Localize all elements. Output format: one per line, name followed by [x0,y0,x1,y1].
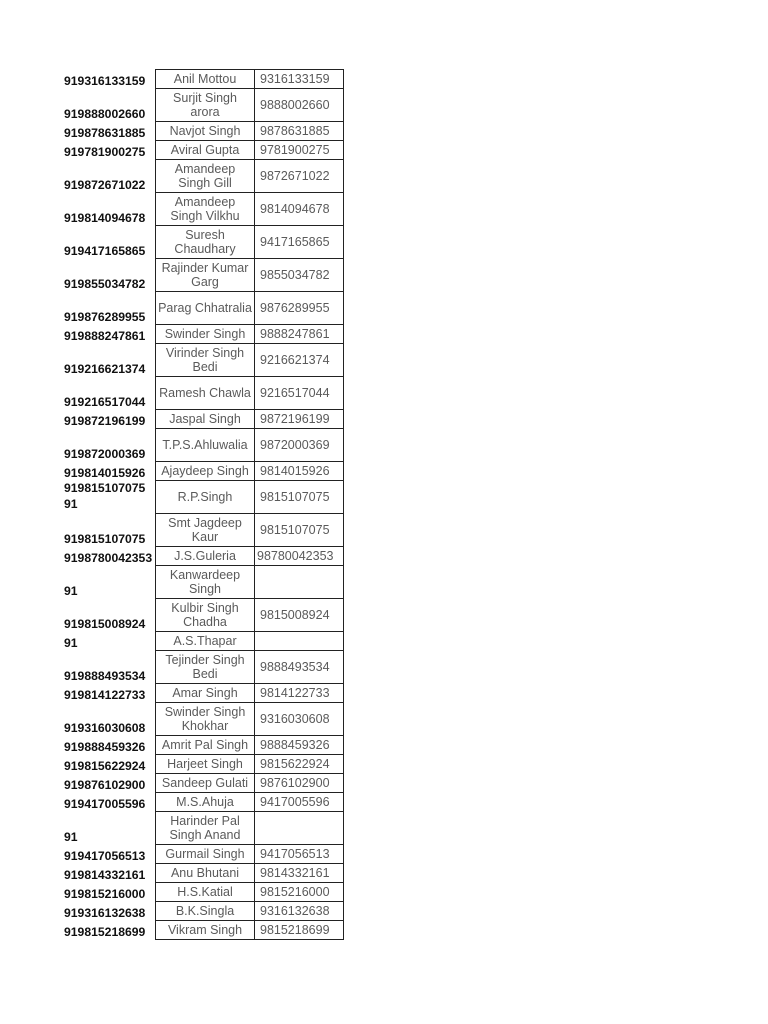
code-text: 919872000369 [64,446,146,461]
phone-text: 9855034782 [260,268,330,282]
name-text: J.S.Guleria [174,549,236,563]
name-text: Rajinder Kumar [161,261,249,275]
name-text: Singh Gill [178,176,232,190]
table-row [64,921,344,940]
code-text: 919814094678 [64,210,146,225]
name-cell [156,70,255,89]
code-text: 919888002660 [64,106,146,121]
code-cell [64,684,156,703]
name-text: Kanwardeep [169,568,241,582]
table-row [64,259,344,292]
phone-cell [255,883,344,902]
phone-cell [255,774,344,793]
table-row [64,774,344,793]
code-text: 919815218699 [64,924,146,939]
name-text: Parag Chhatralia [158,301,252,315]
name-cell [156,864,255,883]
phone-cell [255,89,344,122]
phone-text: 9216517044 [260,386,330,400]
code-text: 919888247861 [64,328,146,343]
phone-text: 9872671022 [260,169,330,183]
name-cell [156,141,255,160]
phone-text: 9815008924 [260,608,330,622]
code-cell [64,651,156,684]
table-row [64,566,344,599]
table-row [64,193,344,226]
name-cell [156,462,255,481]
code-cell [64,226,156,259]
code-cell [64,160,156,193]
table-row [64,812,344,845]
code-text: 919216621374 [64,361,146,376]
phone-cell [255,160,344,193]
code-text: 919888493534 [64,668,146,683]
code-text: 919872196199 [64,413,146,428]
table-row [64,377,344,410]
phone-cell [255,812,344,845]
name-text: Harinder Pal [170,814,240,828]
table-row [64,410,344,429]
phone-cell [255,377,344,410]
phone-text: 9872000369 [260,438,330,452]
name-text: Garg [191,275,219,289]
table-row [64,292,344,325]
code-cell [64,566,156,599]
code-text: 919815216000 [64,886,146,901]
name-text: R.P.Singh [177,490,233,504]
phone-text: 9878631885 [260,124,330,138]
phone-text: 9815107075 [260,490,330,504]
name-text: A.S.Thapar [173,634,237,648]
code-cell [64,921,156,940]
name-cell [156,514,255,547]
code-text: 919781900275 [64,144,146,159]
name-cell [156,259,255,292]
phone-text: 9814015926 [260,464,330,478]
phone-cell [255,845,344,864]
code-cell [64,292,156,325]
table-row [64,344,344,377]
name-text: Singh Anand [169,828,241,842]
code-cell [64,481,156,514]
table-row [64,160,344,193]
name-cell [156,736,255,755]
code-cell [64,462,156,481]
name-text: Anu Bhutani [170,866,240,880]
code-text: 919316132638 [64,905,146,920]
name-cell [156,566,255,599]
name-text: Amandeep [174,162,236,176]
name-cell [156,921,255,940]
phone-text: 9815622924 [260,757,330,771]
code-cell [64,632,156,651]
code-cell [64,599,156,632]
phone-text: 9815107075 [260,523,330,537]
code-text: 919417056513 [64,848,146,863]
code-cell [64,514,156,547]
code-text: 919216517044 [64,394,146,409]
code-text: 919855034782 [64,276,146,291]
code-cell [64,259,156,292]
name-text: Navjot Singh [169,124,241,138]
code-cell [64,344,156,377]
phone-text: 9316133159 [260,72,330,86]
phone-text: 9888459326 [260,738,330,752]
code-cell [64,325,156,344]
code-text: 919815107075 [64,480,146,495]
name-cell [156,845,255,864]
code-text: 919876289955 [64,309,146,324]
name-cell [156,632,255,651]
phone-cell [255,703,344,736]
name-cell [156,160,255,193]
name-text: Bedi [192,360,218,374]
table-row [64,703,344,736]
name-text: Vikram Singh [167,923,243,937]
name-text: Surjit Singh [173,91,237,105]
phone-text: 9888002660 [260,98,330,112]
name-text: M.S.Ahuja [176,795,234,809]
phone-cell [255,410,344,429]
phone-cell [255,566,344,599]
table-row [64,736,344,755]
name-text: Kulbir Singh [171,601,239,615]
phone-cell [255,547,344,566]
code-text: 919878631885 [64,125,146,140]
code-text: 91 [64,829,78,844]
phone-text: 98780042353 [257,549,334,563]
code-cell [64,89,156,122]
name-text: Kaur [191,530,219,544]
name-text: Gurmail Singh [165,847,245,861]
table-row [64,70,344,89]
phone-text: 9814122733 [260,686,330,700]
phone-cell [255,651,344,684]
phone-cell [255,70,344,89]
name-text: Virinder Singh [165,346,245,360]
code-text: 919815107075 [64,531,146,546]
table-row [64,325,344,344]
name-cell [156,89,255,122]
code-text: 919417165865 [64,243,146,258]
table-row [64,864,344,883]
contact-table-body [64,70,344,940]
table-row [64,793,344,812]
phone-cell [255,193,344,226]
code-text: 919815008924 [64,616,146,631]
table-row [64,902,344,921]
code-text: 919316030608 [64,720,146,735]
name-cell [156,755,255,774]
phone-cell [255,755,344,774]
name-text: B.K.Singla [175,904,235,918]
code-cell [64,703,156,736]
name-text: Suresh [185,228,225,242]
name-text: Swinder Singh [164,327,246,341]
code-cell [64,755,156,774]
name-text: Sandeep Gulati [161,776,249,790]
phone-text: 9417056513 [260,847,330,861]
phone-cell [255,921,344,940]
name-text: Tejinder Singh [165,653,245,667]
phone-text: 9888247861 [260,327,330,341]
code-cell [64,793,156,812]
phone-text: 9815218699 [260,923,330,937]
name-text: Ramesh Chawla [159,386,251,400]
name-cell [156,226,255,259]
phone-cell [255,122,344,141]
phone-cell [255,902,344,921]
code-text: 919316133159 [64,73,146,88]
code-text: 919815622924 [64,758,146,773]
phone-cell [255,481,344,514]
name-text: Ajaydeep Singh [161,464,249,478]
table-row [64,684,344,703]
phone-text: 9814094678 [260,202,330,216]
name-text: Singh Vilkhu [170,209,240,223]
phone-text: 9814332161 [260,866,330,880]
code-text: 919814332161 [64,867,146,882]
phone-text: 9888493534 [260,660,330,674]
code-cell [64,736,156,755]
code-cell [64,70,156,89]
phone-text: 9417165865 [260,235,330,249]
name-cell [156,774,255,793]
code-cell [64,812,156,845]
code-cell [64,122,156,141]
table-row [64,89,344,122]
name-cell [156,651,255,684]
name-text: Jaspal Singh [169,412,241,426]
code-cell [64,410,156,429]
code-cell [64,193,156,226]
code-cell [64,902,156,921]
phone-cell [255,864,344,883]
code-cell [64,377,156,410]
phone-cell [255,514,344,547]
code-cell [64,141,156,160]
code-text: 919814122733 [64,687,146,702]
table-row [64,632,344,651]
phone-cell [255,736,344,755]
name-cell [156,684,255,703]
table-row [64,599,344,632]
table-row [64,481,344,514]
code-cell [64,774,156,793]
code-text-secondary: 91 [64,496,78,511]
table-row [64,429,344,462]
name-text: Singh [189,582,221,596]
name-cell [156,812,255,845]
phone-cell [255,226,344,259]
phone-cell [255,344,344,377]
phone-text: 9316132638 [260,904,330,918]
phone-text: 9872196199 [260,412,330,426]
phone-cell [255,325,344,344]
name-cell [156,429,255,462]
table-row [64,651,344,684]
name-cell [156,883,255,902]
code-text: 919872671022 [64,177,146,192]
phone-cell [255,684,344,703]
table-row [64,122,344,141]
phone-cell [255,793,344,812]
code-text: 919814015926 [64,465,146,480]
name-cell [156,599,255,632]
name-text: Amrit Pal Singh [161,738,249,752]
name-cell [156,410,255,429]
code-text: 919888459326 [64,739,146,754]
table-row [64,226,344,259]
phone-cell [255,259,344,292]
code-text: 91 [64,583,78,598]
phone-cell [255,632,344,651]
phone-cell [255,292,344,325]
phone-text: 9417005596 [260,795,330,809]
code-text: 919417005596 [64,796,146,811]
phone-text: 9815216000 [260,885,330,899]
code-cell [64,429,156,462]
table-row [64,462,344,481]
table-row [64,755,344,774]
name-cell [156,344,255,377]
name-text: Chadha [183,615,227,629]
name-text: Anil Mottou [173,72,237,86]
code-text: 91 [64,635,78,650]
code-cell [64,883,156,902]
name-cell [156,703,255,736]
name-text: Aviral Gupta [170,143,240,157]
phone-cell [255,429,344,462]
name-cell [156,547,255,566]
phone-cell [255,599,344,632]
code-cell [64,845,156,864]
name-text: Khokhar [181,719,229,733]
contact-table [64,69,344,940]
phone-cell [255,462,344,481]
name-text: T.P.S.Ahluwalia [162,438,248,452]
code-cell [64,547,156,566]
name-cell [156,902,255,921]
name-cell [156,122,255,141]
name-text: Bedi [192,667,218,681]
table-row [64,883,344,902]
code-cell [64,864,156,883]
name-text: Amandeep [174,195,236,209]
name-cell [156,377,255,410]
name-cell [156,481,255,514]
name-text: Harjeet Singh [167,757,243,771]
phone-text: 9316030608 [260,712,330,726]
phone-text: 9781900275 [260,143,330,157]
name-text: arora [190,105,220,119]
phone-text: 9876102900 [260,776,330,790]
code-text: 919876102900 [64,777,146,792]
table-row [64,141,344,160]
table-row [64,547,344,566]
name-cell [156,292,255,325]
phone-text: 9216621374 [260,353,330,367]
name-text: Swinder Singh [164,705,246,719]
name-cell [156,325,255,344]
name-text: Smt Jagdeep [168,516,242,530]
table-row [64,845,344,864]
phone-text: 9876289955 [260,301,330,315]
name-text: Chaudhary [174,242,236,256]
name-cell [156,793,255,812]
name-text: Amar Singh [172,686,238,700]
name-text: H.S.Katial [177,885,233,899]
name-cell [156,193,255,226]
table-row [64,514,344,547]
code-text: 9198780042353 [64,550,153,565]
phone-cell [255,141,344,160]
